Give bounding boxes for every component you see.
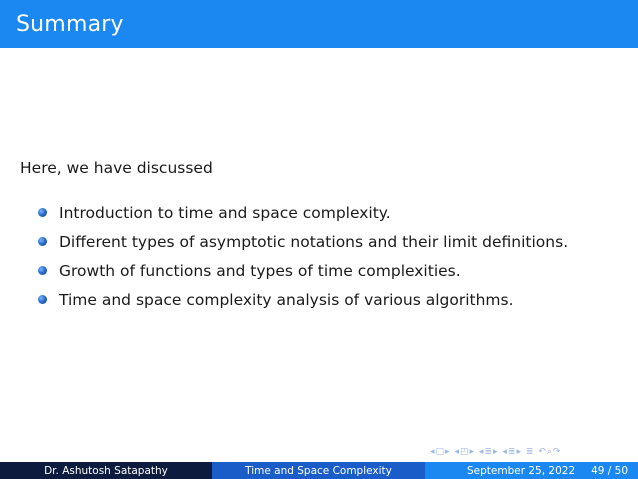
nav-align-icon[interactable]: ≣: [525, 447, 535, 457]
search-icon[interactable]: ⌕: [546, 447, 553, 457]
nav-section-icon[interactable]: ≣: [484, 447, 493, 457]
nav-prev-section-icon[interactable]: ◂: [478, 447, 485, 457]
list-item: [38, 198, 568, 227]
list-item: [38, 227, 568, 256]
footer-date-page: [425, 462, 638, 479]
intro-text: Here, we have discussed: [20, 159, 213, 177]
date-text: September 25, 2022: [467, 464, 576, 477]
nav-next-frame-icon[interactable]: ▸: [445, 447, 451, 457]
navigation-bar: [430, 447, 561, 457]
bullet-icon: [38, 295, 47, 304]
page-title: Summary: [16, 12, 124, 37]
nav-part-icon[interactable]: ≣: [507, 447, 517, 457]
author-text: Dr. Ashutosh Satapathy: [44, 464, 168, 477]
redo-icon[interactable]: ↷: [552, 447, 562, 457]
title-bar: [0, 0, 638, 48]
bullet-text: Growth of functions and types of time complexities.: [59, 261, 461, 280]
nav-prev-frame-icon[interactable]: ◂: [430, 447, 436, 457]
bullet-icon: [38, 266, 47, 275]
nav-frame-icon[interactable]: □: [435, 447, 446, 457]
nav-prev-subsection-icon[interactable]: ◂: [454, 447, 460, 457]
short-title-text: Time and Space Complexity: [245, 464, 392, 477]
bullet-list: [38, 198, 568, 314]
bullet-text: Different types of asymptotic notations and their limit definitions.: [59, 232, 569, 251]
nav-next-subsection-icon[interactable]: ▸: [469, 447, 476, 457]
nav-prev-part-icon[interactable]: ◂: [502, 447, 508, 457]
nav-next-part-icon[interactable]: ▸: [516, 447, 522, 457]
nav-next-section-icon[interactable]: ▸: [492, 447, 499, 457]
list-item: [38, 285, 568, 314]
footer-title: [212, 462, 425, 479]
list-item: [38, 256, 568, 285]
bullet-text: Time and space complexity analysis of various algorithms.: [59, 290, 514, 309]
footer: [0, 462, 638, 479]
footer-author: [0, 462, 212, 479]
undo-icon[interactable]: ↶: [538, 447, 547, 457]
bullet-text: Introduction to time and space complexity.: [59, 203, 391, 222]
bullet-icon: [38, 208, 47, 217]
page-number: 49 / 50: [591, 464, 628, 477]
nav-subsection-icon[interactable]: ◰: [459, 447, 470, 457]
bullet-icon: [38, 237, 47, 246]
